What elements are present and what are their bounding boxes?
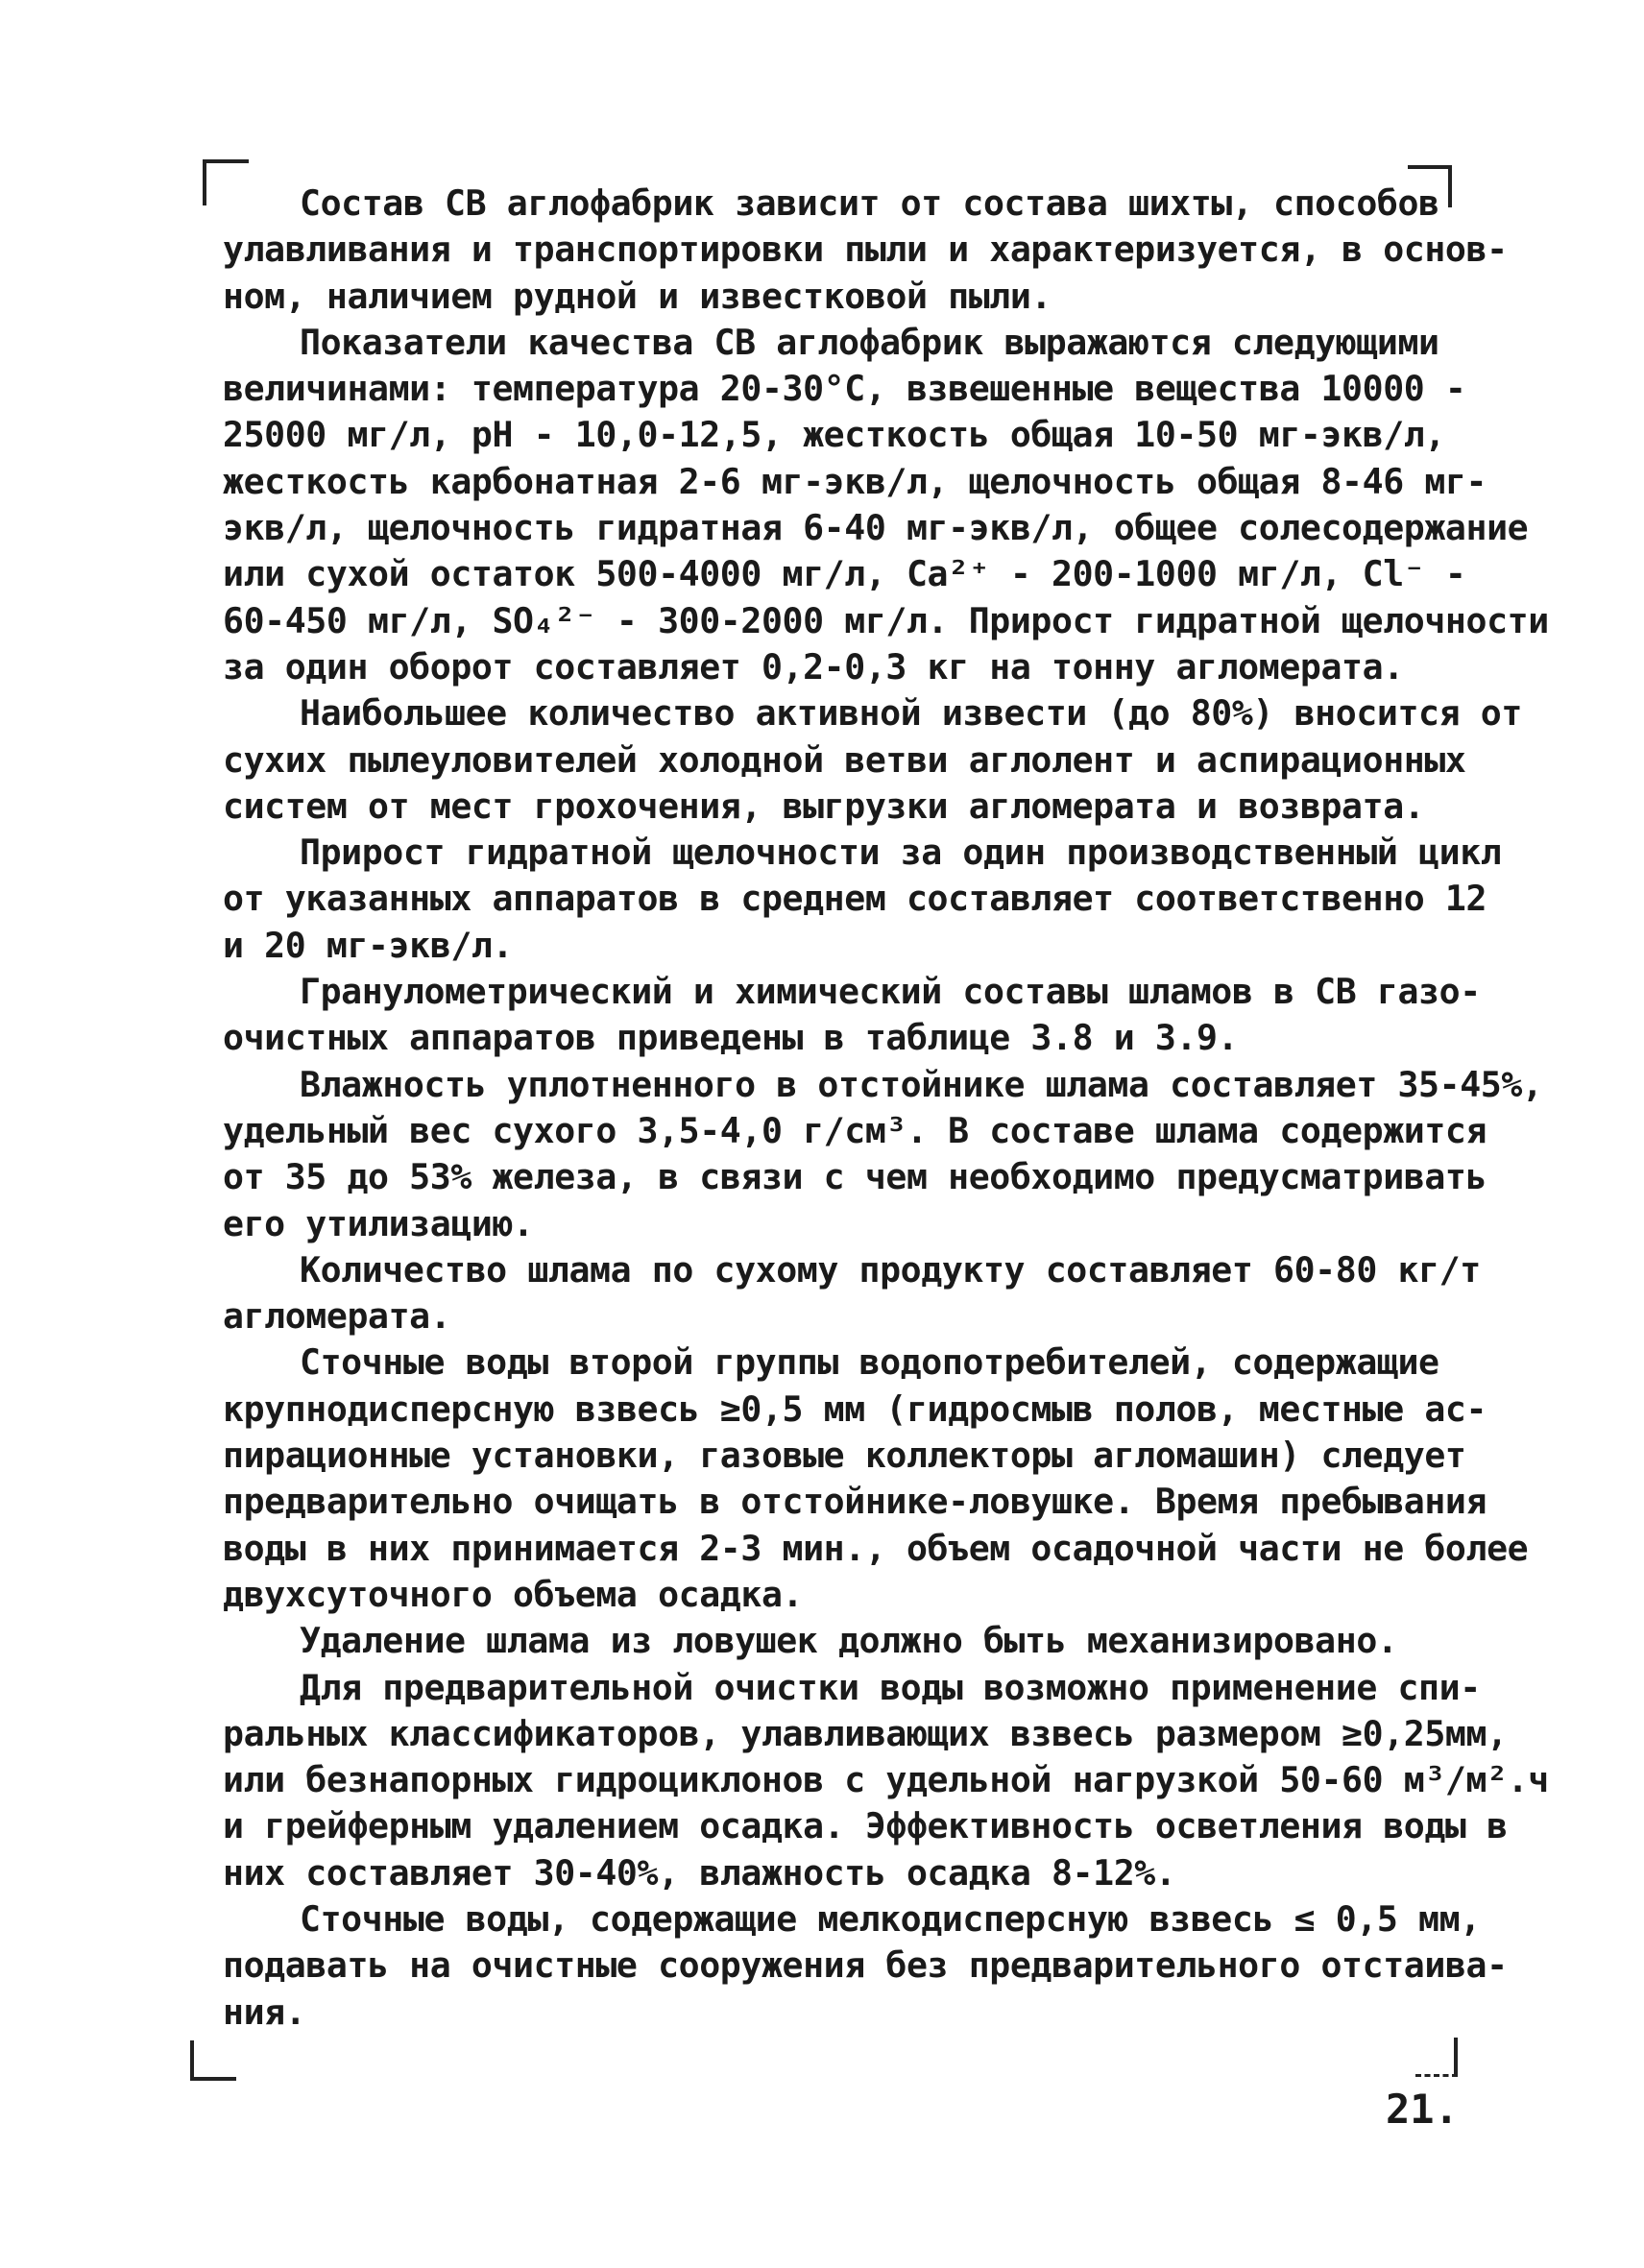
text-line: сухих пылеуловителей холодной ветви аглолент и аспирационных [223, 738, 1466, 781]
text-line: жесткость карбонатная 2-6 мг-экв/л, щелочность общая 8-46 мг- [223, 460, 1487, 502]
text-line: пирационные установки, газовые коллекторы агломашин) следует [223, 1435, 1466, 1477]
text-line: и 20 мг-экв/л. [223, 924, 514, 966]
page-number: 21. [1386, 2086, 1459, 2133]
text-line: ном, наличием рудной и известковой пыли. [223, 275, 1052, 317]
text-line: Удаление шлама из ловушек должно быть механизировано. [300, 1620, 1398, 1662]
text-line: двухсуточного объема осадка. [223, 1573, 804, 1615]
corner-mark-bottom-left [190, 2040, 236, 2081]
text-line: Состав СВ аглофабрик зависит от состава шихты, способов [300, 182, 1439, 224]
text-line: Количество шлама по сухому продукту составляет 60-80 кг/т [300, 1248, 1481, 1291]
text-line: Для предварительной очистки воды возможно применение спи- [300, 1666, 1481, 1708]
text-line: очистных аппаратов приведены в таблице 3.8 и 3.9. [223, 1017, 1239, 1059]
text-line: улавливания и транспортировки пыли и характеризуется, в основ- [223, 229, 1508, 271]
text-line: Сточные воды второй группы водопотребителей, содержащие [300, 1341, 1439, 1384]
text-line: 25000 мг/л, рН - 10,0-12,5, жесткость общая 10-50 мг-экв/л, [223, 414, 1445, 456]
text-line: Сточные воды, содержащие мелкодисперсную взвесь ≤ 0,5 мм, [300, 1897, 1481, 1940]
text-line: агломерата. [223, 1295, 451, 1338]
text-line: крупнодисперсную взвесь ≥0,5 мм (гидросмыв полов, местные ас- [223, 1387, 1487, 1430]
text-line: Влажность уплотненного в отстойнике шлама составляет 35-45%, [300, 1063, 1543, 1105]
text-line: ния. [223, 1991, 306, 2033]
text-line: воды в них принимается 2-3 мин., объем осадочной части не более [223, 1527, 1529, 1569]
text-line: 60-450 мг/л, SO₄²⁻ - 300-2000 мг/л. Прирост гидратной щелочности [223, 599, 1549, 641]
text-line: удельный вес сухого 3,5-4,0 г/см³. В составе шлама содержится [223, 1109, 1487, 1151]
text-line: его утилизацию. [223, 1202, 534, 1244]
body-text [223, 181, 1549, 2036]
text-line: Прирост гидратной щелочности за один производственный цикл [300, 832, 1502, 874]
text-line: Показатели качества СВ аглофабрик выражаются следующими [300, 321, 1439, 363]
text-line: или сухой остаток 500-4000 мг/л, Са²⁺ - 200-1000 мг/л, Сl⁻ - [223, 553, 1466, 595]
text-line: от 35 до 53% железа, в связи с чем необходимо предусматривать [223, 1156, 1487, 1198]
text-line: от указанных аппаратов в среднем составляет соответственно 12 [223, 878, 1487, 920]
text-line: и грейферным удалением осадка. Эффективность осветления воды в [223, 1805, 1508, 1847]
text-line: предварительно очищать в отстойнике-ловушке. Время пребывания [223, 1481, 1487, 1523]
text-line: Гранулометрический и химический составы шламов в СВ газо- [300, 971, 1481, 1013]
text-line: величинами: температура 20-30°С, взвешенные вещества 10000 - [223, 368, 1466, 410]
text-line: них составляет 30-40%, влажность осадка 8-12%. [223, 1851, 1176, 1894]
text-line: Наибольшее количество активной извести (до 80%) вносится от [300, 692, 1522, 735]
text-line: подавать на очистные сооружения без предварительного отстаива- [223, 1944, 1508, 1987]
corner-mark-bottom-right [1415, 2038, 1458, 2077]
text-line: экв/л, щелочность гидратная 6-40 мг-экв/л, общее солесодержание [223, 507, 1529, 549]
text-line: ральных классификаторов, улавливающих взвесь размером ≥0,25мм, [223, 1712, 1508, 1754]
text-line: систем от мест грохочения, выгрузки агломерата и возврата. [223, 784, 1425, 827]
text-line: или безнапорных гидроциклонов с удельной нагрузкой 50-60 м³/м².ч [223, 1759, 1549, 1801]
text-line: за один оборот составляет 0,2-0,3 кг на тонну агломерата. [223, 645, 1404, 688]
